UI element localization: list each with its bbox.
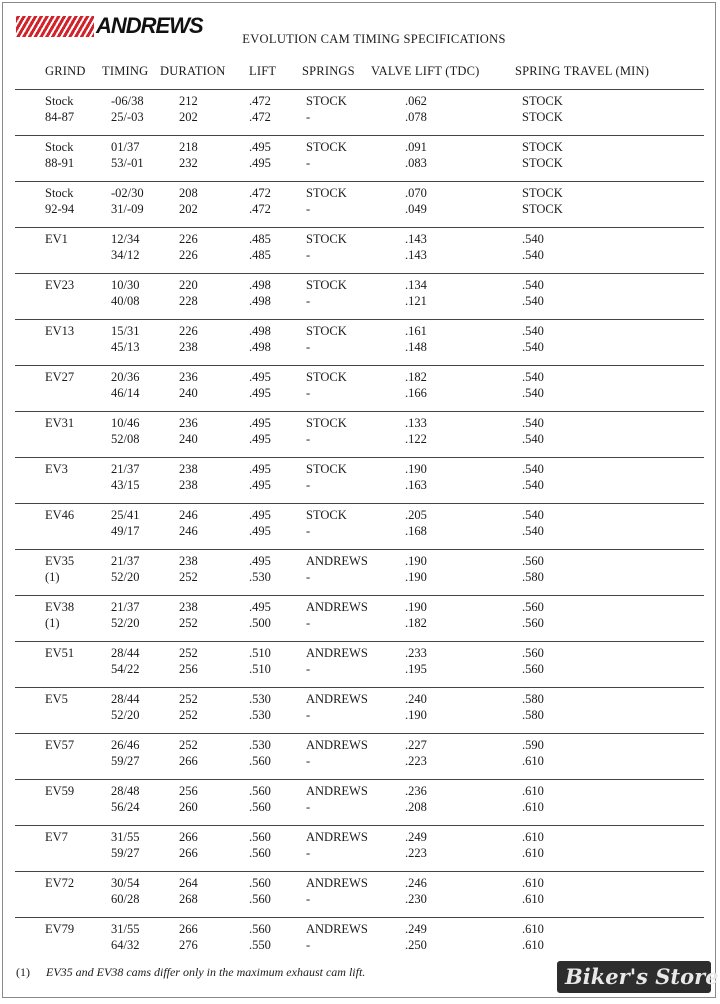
cell-duration: 238 (179, 600, 198, 614)
cell-valve-lift: .049 (405, 201, 427, 216)
cell-duration: 208 (179, 186, 198, 200)
cell-lift: .495 (249, 140, 271, 154)
table-row (3, 687, 717, 733)
watermark-badge (557, 961, 719, 993)
cell-duration: 232 (179, 155, 198, 170)
cell-springs: - (306, 937, 311, 952)
table-row (3, 641, 717, 687)
cell-lift: .510 (249, 661, 271, 676)
cell-grind: EV72 (45, 876, 75, 890)
cell-valve-lift: .182 (405, 615, 427, 630)
cell-springs: ANDREWS (306, 554, 368, 568)
cell-spring-travel: .590 (522, 738, 544, 752)
cell-grind: EV51 (45, 646, 75, 660)
cell-valve-lift: .190 (405, 707, 427, 722)
cell-spring-travel: .540 (522, 416, 544, 430)
cell-duration: 240 (179, 385, 198, 400)
cell-timing: -06/38 (111, 94, 144, 108)
cell-springs: STOCK (306, 508, 347, 522)
table-row (3, 89, 717, 135)
cell-duration: 266 (179, 845, 198, 860)
cell-duration: 260 (179, 799, 198, 814)
cell-duration: 218 (179, 140, 198, 154)
cell-lift: .498 (249, 293, 271, 308)
cell-springs: ANDREWS (306, 784, 368, 798)
cell-spring-travel: .540 (522, 508, 544, 522)
cell-lift: .560 (249, 891, 271, 906)
cell-lift: .495 (249, 416, 271, 430)
cell-duration: 252 (179, 707, 198, 722)
footnote (16, 965, 365, 980)
cell-spring-travel: .610 (522, 830, 544, 844)
cell-valve-lift: .182 (405, 370, 427, 384)
cell-timing: 31/-09 (111, 201, 144, 216)
cell-grind: EV1 (45, 232, 68, 246)
cell-springs: ANDREWS (306, 692, 368, 706)
cell-timing: 52/20 (111, 707, 140, 722)
cell-lift: .560 (249, 922, 271, 936)
cell-duration: 252 (179, 646, 198, 660)
cell-valve-lift: .062 (405, 94, 427, 108)
cell-duration: 226 (179, 324, 198, 338)
cell-spring-travel: .560 (522, 615, 544, 630)
cell-lift: .495 (249, 385, 271, 400)
table-row (3, 871, 717, 917)
cell-grind: (1) (45, 569, 60, 584)
table-row (3, 917, 717, 963)
cell-spring-travel: STOCK (522, 155, 563, 170)
cell-springs: STOCK (306, 324, 347, 338)
cell-spring-travel: STOCK (522, 201, 563, 216)
cell-grind: 88-91 (45, 155, 75, 170)
cell-duration: 226 (179, 247, 198, 262)
cell-spring-travel: .540 (522, 293, 544, 308)
cell-timing: 40/08 (111, 293, 140, 308)
cell-duration: 252 (179, 692, 198, 706)
cell-valve-lift: .223 (405, 845, 427, 860)
cell-grind: EV27 (45, 370, 75, 384)
cell-duration: 252 (179, 738, 198, 752)
footnote-marker: (1) (16, 965, 30, 979)
cell-valve-lift: .249 (405, 830, 427, 844)
cell-duration: 202 (179, 109, 198, 124)
cell-lift: .500 (249, 615, 271, 630)
cell-spring-travel: .540 (522, 232, 544, 246)
cell-duration: 276 (179, 937, 198, 952)
cell-grind: EV7 (45, 830, 68, 844)
cell-valve-lift: .168 (405, 523, 427, 538)
cell-lift: .495 (249, 370, 271, 384)
cell-valve-lift: .233 (405, 646, 427, 660)
cell-valve-lift: .190 (405, 569, 427, 584)
cell-valve-lift: .148 (405, 339, 427, 354)
header-spring-travel: SPRING TRAVEL (MIN) (515, 64, 650, 78)
cell-springs: STOCK (306, 416, 347, 430)
cell-duration: 252 (179, 615, 198, 630)
cell-springs: - (306, 155, 311, 170)
cell-timing: 21/37 (111, 600, 140, 614)
cell-valve-lift: .190 (405, 462, 427, 476)
cell-springs: ANDREWS (306, 646, 368, 660)
cell-timing: 31/55 (111, 922, 140, 936)
cell-spring-travel: .540 (522, 339, 544, 354)
cell-spring-travel: STOCK (522, 94, 563, 108)
cell-timing: 60/28 (111, 891, 140, 906)
cell-lift: .472 (249, 109, 271, 124)
cell-spring-travel: STOCK (522, 140, 563, 154)
cell-timing: 52/20 (111, 569, 140, 584)
cell-springs: STOCK (306, 232, 347, 246)
table-row (3, 825, 717, 871)
cell-timing: 54/22 (111, 661, 140, 676)
cell-lift: .495 (249, 523, 271, 538)
cell-timing: 30/54 (111, 876, 140, 890)
cell-lift: .560 (249, 799, 271, 814)
cell-duration: 238 (179, 462, 198, 476)
cell-spring-travel: .540 (522, 370, 544, 384)
cell-grind: Stock (45, 140, 74, 154)
cell-lift: .560 (249, 845, 271, 860)
cell-springs: ANDREWS (306, 830, 368, 844)
watermark-text: Biker's Store (565, 964, 719, 989)
cell-spring-travel: STOCK (522, 109, 563, 124)
cell-spring-travel: .610 (522, 922, 544, 936)
cell-timing: 49/17 (111, 523, 140, 538)
cell-duration: 266 (179, 830, 198, 844)
cell-timing: 15/31 (111, 324, 140, 338)
table-row (3, 549, 717, 595)
cell-lift: .530 (249, 738, 271, 752)
cell-spring-travel: .560 (522, 646, 544, 660)
cell-timing: 52/08 (111, 431, 140, 446)
header-duration: DURATION (160, 64, 226, 78)
cell-timing: 34/12 (111, 247, 140, 262)
table-row (3, 227, 717, 273)
cell-spring-travel: .560 (522, 600, 544, 614)
cell-duration: 220 (179, 278, 198, 292)
cell-lift: .485 (249, 232, 271, 246)
cell-spring-travel: .610 (522, 891, 544, 906)
cell-timing: 28/48 (111, 784, 140, 798)
cell-duration: 202 (179, 201, 198, 216)
header-lift: LIFT (249, 64, 277, 78)
cell-valve-lift: .121 (405, 293, 427, 308)
table-row (3, 503, 717, 549)
cell-timing: 64/32 (111, 937, 140, 952)
cell-valve-lift: .208 (405, 799, 427, 814)
cell-springs: ANDREWS (306, 738, 368, 752)
cell-timing: 52/20 (111, 615, 140, 630)
cell-duration: 266 (179, 753, 198, 768)
spec-sheet-page (2, 2, 719, 998)
cell-grind: 92-94 (45, 201, 75, 216)
cell-valve-lift: .091 (405, 140, 427, 154)
table-row (3, 273, 717, 319)
table-row (3, 733, 717, 779)
cell-springs: - (306, 523, 311, 538)
cell-lift: .530 (249, 692, 271, 706)
cell-valve-lift: .227 (405, 738, 427, 752)
cell-lift: .472 (249, 94, 271, 108)
cell-timing: 01/37 (111, 140, 140, 154)
cell-springs: ANDREWS (306, 600, 368, 614)
cell-valve-lift: .205 (405, 508, 427, 522)
cell-spring-travel: STOCK (522, 186, 563, 200)
cell-grind: EV31 (45, 416, 75, 430)
cell-valve-lift: .246 (405, 876, 427, 890)
cell-springs: STOCK (306, 278, 347, 292)
cell-grind: 84-87 (45, 109, 75, 124)
cell-valve-lift: .240 (405, 692, 427, 706)
cell-spring-travel: .610 (522, 937, 544, 952)
cell-springs: - (306, 661, 311, 676)
cell-timing: 25/-03 (111, 109, 144, 124)
cell-spring-travel: .560 (522, 661, 544, 676)
cell-timing: 56/24 (111, 799, 140, 814)
cell-spring-travel: .540 (522, 462, 544, 476)
table-row (3, 779, 717, 825)
cell-grind: EV57 (45, 738, 75, 752)
cell-valve-lift: .190 (405, 554, 427, 568)
cell-valve-lift: .195 (405, 661, 427, 676)
cell-springs: ANDREWS (306, 876, 368, 890)
table-row (3, 365, 717, 411)
logo-brand-name: ANDREWS (96, 13, 203, 38)
cell-grind: EV59 (45, 784, 75, 798)
cell-springs: - (306, 431, 311, 446)
cell-grind: EV3 (45, 462, 68, 476)
cell-valve-lift: .249 (405, 922, 427, 936)
cell-valve-lift: .161 (405, 324, 427, 338)
cell-timing: 31/55 (111, 830, 140, 844)
cell-lift: .498 (249, 339, 271, 354)
table-row (3, 457, 717, 503)
cell-timing: -02/30 (111, 186, 144, 200)
cell-spring-travel: .540 (522, 324, 544, 338)
cell-timing: 12/34 (111, 232, 140, 246)
cell-spring-travel: .540 (522, 247, 544, 262)
cell-grind: EV13 (45, 324, 75, 338)
cell-timing: 45/13 (111, 339, 140, 354)
cell-springs: ANDREWS (306, 922, 368, 936)
cell-duration: 252 (179, 569, 198, 584)
cell-timing: 21/37 (111, 554, 140, 568)
cell-valve-lift: .134 (405, 278, 427, 292)
cell-lift: .510 (249, 646, 271, 660)
cell-spring-travel: .580 (522, 707, 544, 722)
cell-valve-lift: .133 (405, 416, 427, 430)
cell-spring-travel: .540 (522, 278, 544, 292)
cell-spring-travel: .580 (522, 569, 544, 584)
cell-grind: (1) (45, 615, 60, 630)
cell-springs: STOCK (306, 370, 347, 384)
cell-duration: 238 (179, 477, 198, 492)
cell-grind: EV38 (45, 600, 75, 614)
cell-lift: .495 (249, 600, 271, 614)
cell-lift: .498 (249, 278, 271, 292)
cell-valve-lift: .163 (405, 477, 427, 492)
cell-lift: .498 (249, 324, 271, 338)
cell-lift: .560 (249, 753, 271, 768)
cell-grind: EV46 (45, 508, 75, 522)
cell-timing: 10/30 (111, 278, 140, 292)
cell-springs: STOCK (306, 186, 347, 200)
cell-springs: - (306, 339, 311, 354)
header-timing: TIMING (102, 64, 149, 78)
cell-valve-lift: .070 (405, 186, 427, 200)
cell-timing: 59/27 (111, 845, 140, 860)
cell-timing: 21/37 (111, 462, 140, 476)
cell-springs: - (306, 293, 311, 308)
cell-springs: - (306, 799, 311, 814)
cell-timing: 25/41 (111, 508, 140, 522)
cell-valve-lift: .230 (405, 891, 427, 906)
header-grind: GRIND (45, 64, 86, 78)
cell-spring-travel: .560 (522, 554, 544, 568)
cell-lift: .495 (249, 477, 271, 492)
cell-duration: 246 (179, 508, 198, 522)
cell-spring-travel: .610 (522, 799, 544, 814)
cell-spring-travel: .610 (522, 876, 544, 890)
cell-valve-lift: .250 (405, 937, 427, 952)
cell-lift: .560 (249, 830, 271, 844)
cell-duration: 236 (179, 416, 198, 430)
cell-springs: - (306, 615, 311, 630)
cell-lift: .550 (249, 937, 271, 952)
cell-timing: 46/14 (111, 385, 140, 400)
cell-duration: 266 (179, 922, 198, 936)
cell-springs: - (306, 845, 311, 860)
cell-timing: 53/-01 (111, 155, 144, 170)
cell-lift: .495 (249, 155, 271, 170)
cell-springs: - (306, 201, 311, 216)
cell-lift: .530 (249, 569, 271, 584)
cell-springs: STOCK (306, 140, 347, 154)
cell-grind: EV23 (45, 278, 75, 292)
cell-spring-travel: .540 (522, 431, 544, 446)
cell-lift: .530 (249, 707, 271, 722)
cell-grind: Stock (45, 94, 74, 108)
cell-duration: 238 (179, 554, 198, 568)
page-title: EVOLUTION CAM TIMING SPECIFICATIONS (242, 32, 506, 46)
cell-timing: 10/46 (111, 416, 140, 430)
cell-duration: 246 (179, 523, 198, 538)
cell-springs: - (306, 109, 311, 124)
cell-grind: EV79 (45, 922, 75, 936)
cell-valve-lift: .190 (405, 600, 427, 614)
cell-valve-lift: .166 (405, 385, 427, 400)
cell-valve-lift: .122 (405, 431, 427, 446)
cell-grind: EV35 (45, 554, 75, 568)
cell-timing: 26/46 (111, 738, 140, 752)
cell-timing: 28/44 (111, 692, 140, 706)
cell-timing: 20/36 (111, 370, 140, 384)
cell-valve-lift: .236 (405, 784, 427, 798)
cell-spring-travel: .540 (522, 385, 544, 400)
cell-lift: .560 (249, 784, 271, 798)
cell-spring-travel: .540 (522, 477, 544, 492)
cell-spring-travel: .540 (522, 523, 544, 538)
cell-lift: .560 (249, 876, 271, 890)
cell-grind: EV5 (45, 692, 68, 706)
cell-duration: 212 (179, 94, 198, 108)
cell-springs: STOCK (306, 94, 347, 108)
cell-timing: 28/44 (111, 646, 140, 660)
header-valve-lift: VALVE LIFT (TDC) (371, 64, 480, 78)
cell-spring-travel: .610 (522, 753, 544, 768)
cell-timing: 43/15 (111, 477, 140, 492)
cell-lift: .472 (249, 201, 271, 216)
cell-springs: - (306, 707, 311, 722)
cell-valve-lift: .223 (405, 753, 427, 768)
cell-duration: 240 (179, 431, 198, 446)
cell-lift: .495 (249, 462, 271, 476)
cell-duration: 264 (179, 876, 198, 890)
cell-springs: - (306, 477, 311, 492)
cell-timing: 59/27 (111, 753, 140, 768)
cell-lift: .485 (249, 247, 271, 262)
cell-lift: .495 (249, 554, 271, 568)
cell-duration: 226 (179, 232, 198, 246)
cell-springs: STOCK (306, 462, 347, 476)
cell-spring-travel: .610 (522, 784, 544, 798)
cell-duration: 238 (179, 339, 198, 354)
cell-spring-travel: .610 (522, 845, 544, 860)
cell-valve-lift: .083 (405, 155, 427, 170)
footnote-text: EV35 and EV38 cams differ only in the maximum exhaust cam lift. (46, 965, 366, 979)
cell-duration: 236 (179, 370, 198, 384)
cell-lift: .495 (249, 508, 271, 522)
cell-valve-lift: .078 (405, 109, 427, 124)
table-row (3, 319, 717, 365)
cell-valve-lift: .143 (405, 247, 427, 262)
table-row (3, 181, 717, 227)
cell-duration: 268 (179, 891, 198, 906)
cell-springs: - (306, 569, 311, 584)
cell-lift: .495 (249, 431, 271, 446)
cell-duration: 228 (179, 293, 198, 308)
cell-springs: - (306, 891, 311, 906)
cell-duration: 256 (179, 784, 198, 798)
cell-valve-lift: .143 (405, 232, 427, 246)
cell-springs: - (306, 385, 311, 400)
cell-lift: .472 (249, 186, 271, 200)
header-springs: SPRINGS (302, 64, 355, 78)
cell-springs: - (306, 247, 311, 262)
cell-spring-travel: .580 (522, 692, 544, 706)
table-row (3, 595, 717, 641)
table-row (3, 135, 717, 181)
cell-grind: Stock (45, 186, 74, 200)
cell-duration: 256 (179, 661, 198, 676)
table-row (3, 411, 717, 457)
cell-springs: - (306, 753, 311, 768)
